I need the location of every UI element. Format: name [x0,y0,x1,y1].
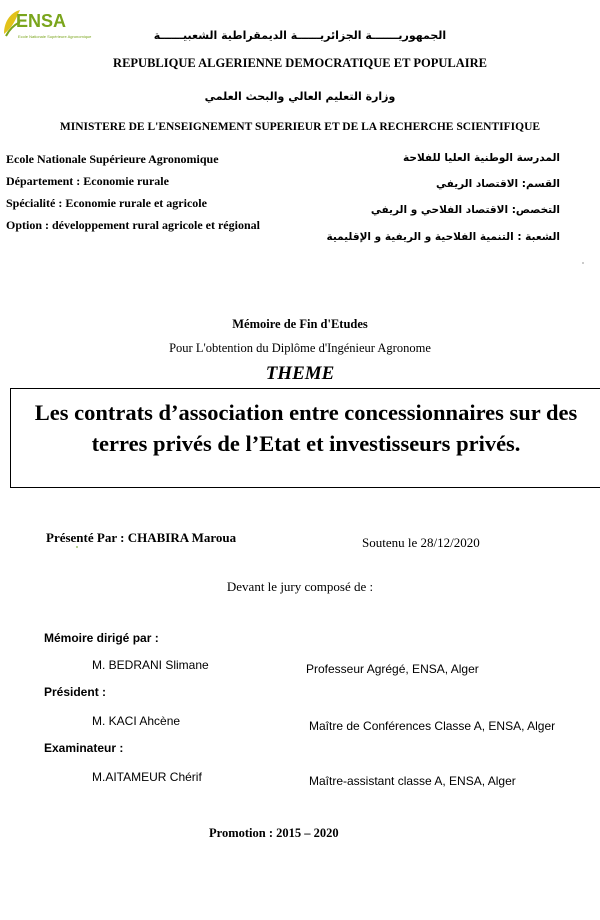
school-name-ar: المدرسة الوطنية العليا للفلاحة [403,152,560,164]
arabic-republic-title: الجمهوريـــــــة الجزائريــــــة الديمقراطية الشعبيــــــة [153,29,447,42]
french-republic-title: REPUBLIQUE ALGERIENNE DEMOCRATIQUE ET POPULAIRE [113,56,487,70]
supervisor-name: M. BEDRANI Slimane [92,658,209,672]
examiner-name: M.AITAMEUR Chérif [92,770,202,784]
theme-label: THEME [265,363,335,384]
department-fr: Département : Economie rurale [6,174,169,188]
memoire-title: Mémoire de Fin d'Etudes [232,317,368,331]
defense-date: Soutenu le 28/12/2020 [362,535,480,550]
president-title: Maître de Conférences Classe A, ENSA, Alger [309,719,556,733]
role-president: Président : [44,685,107,699]
promotion: Promotion : 2015 – 2020 [209,826,339,840]
department-ar: القسم: الاقتصاد الريفي [436,178,560,190]
theme-box [10,388,600,488]
role-supervisor: Mémoire dirigé par : [44,631,159,645]
scan-speck [76,546,78,548]
school-name-fr: Ecole Nationale Supérieure Agronomique [6,152,219,166]
examiner-title: Maître-assistant classe A, ENSA, Alger [309,774,516,788]
supervisor-title: Professeur Agrégé, ENSA, Alger [306,662,479,676]
speciality-fr: Spécialité : Economie rurale et agricole [6,196,207,210]
arabic-ministry-title: وزارة التعليم العالي والبحث العلمي [204,90,396,103]
president-name: M. KACI Ahcène [92,714,181,728]
scan-speck [582,262,584,264]
jury-intro: Devant le jury composé de : [226,579,374,594]
logo-text: ENSA [16,11,67,31]
role-examiner: Examinateur : [44,741,124,755]
theme-line-1: Les contrats d’association entre concessionnaires sur des [34,400,578,425]
theme-line-2: terres privés de l’Etat et investisseurs privés. [91,431,521,456]
option-ar: الشعبة : التنمية الفلاحية و الريفية و الإقليمية [326,231,560,243]
logo-subtext: Ecole Nationale Supérieure Agronomique [18,34,92,39]
speciality-ar: التخصص: الاقتصاد الفلاحي و الريفي [370,204,560,216]
presented-by: Présenté Par : CHABIRA Maroua [46,530,237,545]
theme-title [11,397,600,459]
memoire-subtitle: Pour L'obtention du Diplôme d'Ingénieur Agronome [169,341,431,355]
french-ministry-title: MINISTERE DE L'ENSEIGNEMENT SUPERIEUR ET DE LA RECHERCHE SCIENTIFIQUE [59,121,541,133]
option-fr: Option : développement rural agricole et régional [6,218,260,232]
